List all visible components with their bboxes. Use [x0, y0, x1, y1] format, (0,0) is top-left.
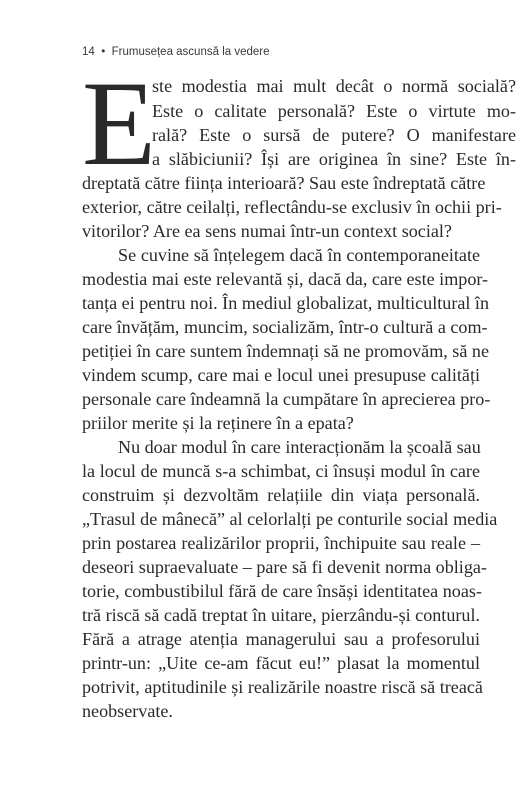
- text-line: tră riscă să cadă treptat în uitare, pierzându-și conturul.: [82, 605, 480, 625]
- text-line: „Trasul de mânecă” al celorlalți pe conturile social media: [82, 509, 498, 529]
- text-line: priilor merite și la reținere în a epata?: [82, 413, 354, 433]
- text-line: modestia mai este relevantă și, dacă da, care este impor-: [82, 269, 489, 289]
- header-separator: •: [101, 46, 106, 58]
- text-line: potrivit, aptitudinile și realizările noastre riscă să treacă: [82, 677, 483, 697]
- text-line: petiției în care suntem îndemnați să ne promovăm, să ne: [82, 341, 489, 361]
- text-line: vitorilor? Are ea sens numai într-un context social?: [82, 221, 452, 241]
- text-line: exterior, către ceilalți, reflectându-se exclusiv în ochii pri-: [82, 197, 502, 217]
- text-line: tanța ei pentru noi. În mediul globalizat, multicultural în: [82, 293, 490, 313]
- text-line: la locul de muncă s-a schimbat, ci însuși modul în care: [82, 461, 480, 481]
- text-line: rală? Este o sursă de putere? O manifestare: [152, 125, 516, 145]
- text-line: Este o calitate personală? Este o virtute mo-: [152, 101, 516, 121]
- text-line: dreptată către ființa interioară? Sau este îndreptată către: [82, 173, 486, 193]
- text-line: printr-un: „Uite ce-am făcut eu!” plasat la momentul: [82, 653, 480, 673]
- text-line: prin postarea realizărilor proprii, închipuite sau reale –: [82, 533, 480, 553]
- text-line: personale care îndeamnă la cumpătare în aprecierea pro-: [82, 389, 491, 409]
- text-line: deseori supraevaluate – pare să fi devenit norma obliga-: [82, 557, 487, 577]
- text-line: Se cuvine să înțelegem dacă în contemporaneitate: [118, 245, 480, 265]
- text-line: ste modestia mai mult decât o normă socială?: [152, 76, 516, 96]
- text-line: Nu doar modul în care interacționăm la școală sau: [118, 437, 481, 457]
- text-line: a slăbiciunii? Își are originea în sine? Este în-: [152, 149, 516, 169]
- page-number: 14: [82, 46, 95, 58]
- text-line: vindem scump, care mai e locul unei presupuse calități: [82, 365, 480, 385]
- text-line: care învățăm, muncim, socializăm, într-o cultură a com-: [82, 317, 488, 337]
- text-line: Fără a atrage atenția managerului sau a profesorului: [82, 629, 480, 649]
- text-line: construim și dezvoltăm relațiile din viața personală.: [82, 485, 480, 505]
- text-line: neobservate.: [82, 701, 173, 721]
- text-line: torie, combustibilul fără de care însăși identitatea noas-: [82, 581, 482, 601]
- book-title: Frumusețea ascunsă la vedere: [111, 46, 270, 58]
- drop-cap: E: [82, 57, 156, 191]
